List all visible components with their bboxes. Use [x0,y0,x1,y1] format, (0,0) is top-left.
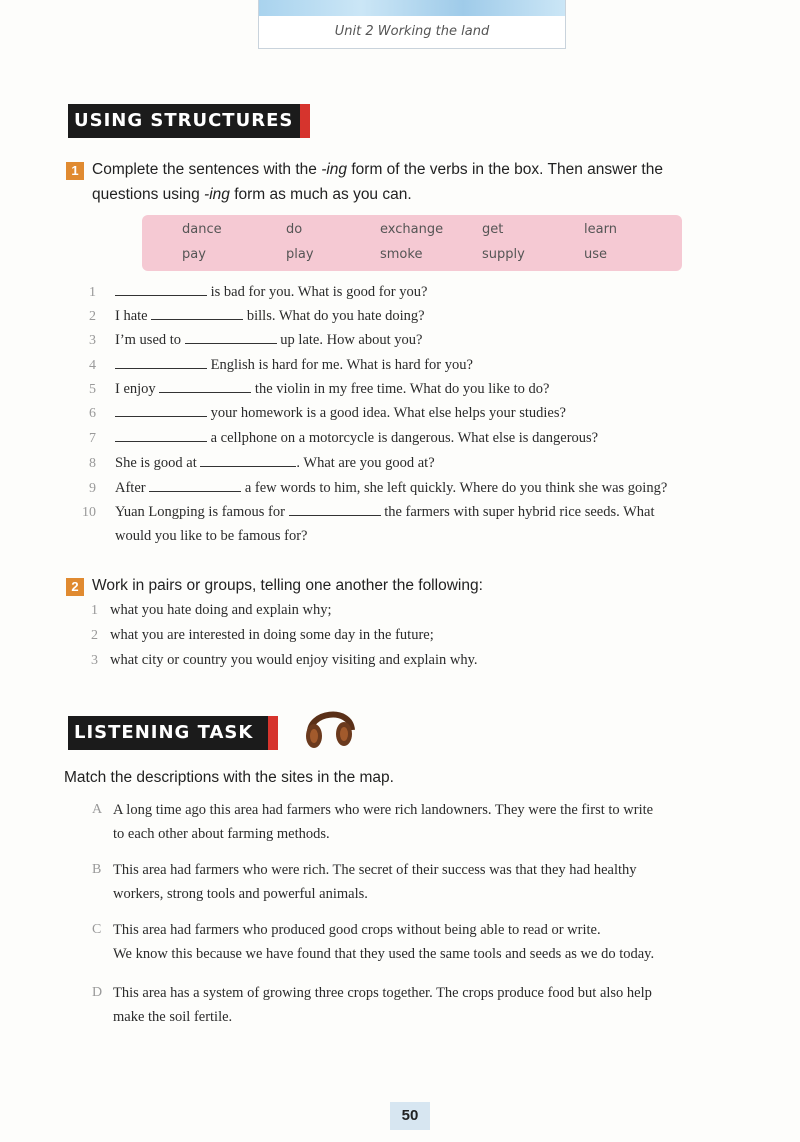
word-box [142,215,682,271]
word-box-word: smoke [380,247,423,262]
exercise1-item: your homework is a good idea. What else helps your studies? [115,405,566,422]
answer-blank[interactable] [115,368,207,369]
exercise2-instruction: Work in pairs or groups, telling one another the following: [92,577,483,594]
description-text: This area has a system of growing three crops together. The crops produce food but also help make the soil fertile. [113,985,652,1025]
answer-blank[interactable] [185,343,277,344]
item-number: 4 [89,358,96,373]
header-decoration [259,0,565,16]
item-number: 1 [91,603,98,618]
banner-tab [300,104,310,138]
item-number: 2 [91,628,98,643]
listening-instruction: Match the descriptions with the sites in the map. [64,769,394,786]
exercise1-item: Yuan Longping is famous for the farmers with super hybrid rice seeds. What [115,504,655,520]
answer-blank[interactable] [289,515,381,516]
answer-blank[interactable] [159,392,251,393]
unit-title: Unit 2 Working the land [334,24,490,39]
word-box-word: dance [182,222,222,237]
item-number: 2 [89,309,96,324]
using-structures-banner: USING STRUCTURES [68,104,300,138]
item-number: 9 [89,481,96,496]
word-box-word: pay [182,247,206,262]
item-number: 3 [89,333,96,348]
page-number: 50 [390,1102,430,1130]
answer-blank[interactable] [200,466,296,467]
description-letter: A [92,802,103,817]
description-letter: C [92,922,102,937]
listening-task-banner: LISTENING TASK [68,716,268,750]
description-text: This area had farmers who produced good crops without being able to read or write. We know this because we have found that they used the same tools and seeds as we do today. [113,922,655,962]
exercise1-item: English is hard for me. What is hard for you? [115,357,473,374]
exercise1-item: She is good at . What are you good at? [115,455,435,471]
word-box-word: learn [584,222,617,237]
headphones-icon [300,700,360,752]
exercise1-item: is bad for you. What is good for you? [115,284,427,301]
word-box-word: supply [482,247,525,262]
exercise-number: 1 [66,162,84,180]
item-number: 10 [82,505,96,520]
word-box-word: do [286,222,303,237]
exercise2-item: what you are interested in doing some day in the future; [110,627,434,643]
exercise1-item: After a few words to him, she left quickly. Where do you think she was going? [115,480,668,496]
unit-header [258,0,566,49]
exercise1-instruction: Complete the sentences with the -ing form of the verbs in the box. Then answer the questions using -ing form as much as you can. [92,161,663,203]
answer-blank[interactable] [115,416,207,417]
exercise2-item: what city or country you would enjoy visiting and explain why. [110,652,478,668]
word-box-word: exchange [380,222,444,237]
exercise1-item-continuation: would you like to be famous for? [115,528,308,544]
item-number: 5 [89,382,96,397]
item-number: 3 [91,653,98,668]
item-number: 7 [89,431,96,446]
description-letter: D [92,985,103,1000]
description-text: A long time ago this area had farmers who were rich landowners. They were the first to write to each other about farming methods. [113,802,654,842]
word-box-word: play [286,247,314,262]
item-number: 8 [89,456,96,471]
item-number: 6 [89,406,96,421]
exercise2-item: what you hate doing and explain why; [110,602,332,618]
exercise1-item: a cellphone on a motorcycle is dangerous. What else is dangerous? [115,430,598,447]
banner-tab [268,716,278,750]
answer-blank[interactable] [115,295,207,296]
exercise1-item: I’m used to up late. How about you? [115,332,423,348]
word-box-word: get [482,222,504,237]
exercise1-item: I enjoy the violin in my free time. What do you like to do? [115,381,550,397]
description-letter: B [92,862,102,877]
item-number: 1 [89,285,96,300]
exercise-number: 2 [66,578,84,596]
word-box-word: use [584,247,608,262]
exercise1-item: I hate bills. What do you hate doing? [115,308,425,324]
answer-blank[interactable] [149,491,241,492]
description-text: This area had farmers who were rich. The secret of their success was that they had healthy workers, strong tools and powerful animals. [113,862,637,902]
answer-blank[interactable] [115,441,207,442]
answer-blank[interactable] [151,319,243,320]
